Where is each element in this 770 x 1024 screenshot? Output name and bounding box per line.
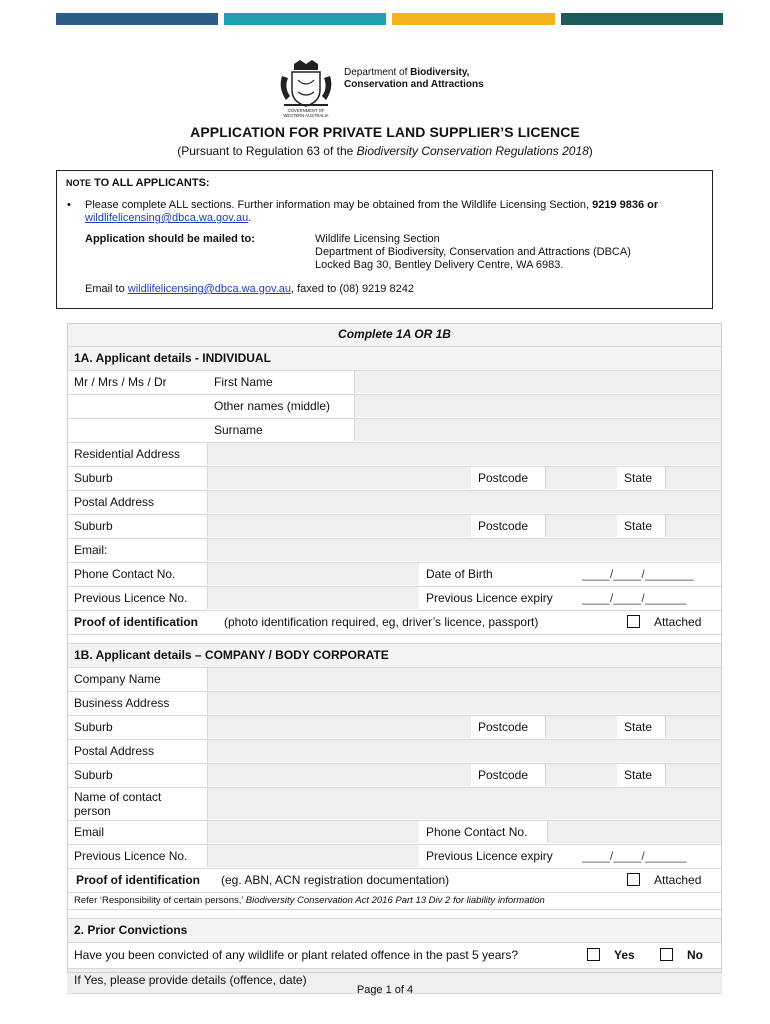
gov-line1: GOVERNMENT OF bbox=[287, 108, 325, 113]
prev-licence-input[interactable] bbox=[207, 587, 419, 609]
state-label: State bbox=[624, 471, 653, 485]
row-postal-suburb bbox=[67, 515, 722, 539]
row-phone-dob bbox=[67, 563, 722, 587]
prev-expiry-input[interactable]: ____/____/______ bbox=[582, 591, 687, 605]
prev-expiry-label: Previous Licence expiry bbox=[426, 591, 553, 605]
row-b-prev-licence bbox=[67, 845, 722, 869]
row-other-names bbox=[67, 395, 722, 419]
b-state-input[interactable] bbox=[665, 716, 722, 738]
postcode-label: Postcode bbox=[478, 519, 529, 533]
dob-label: Date of Birth bbox=[426, 567, 493, 581]
postal-address-label: Postal Address bbox=[74, 495, 155, 509]
row-postal bbox=[67, 491, 722, 515]
company-name-label: Company Name bbox=[74, 672, 161, 686]
no-checkbox[interactable] bbox=[660, 948, 673, 961]
row-b-postal-suburb bbox=[67, 764, 722, 788]
b-postal-postcode-input[interactable] bbox=[545, 764, 617, 786]
email-fax-line: Email to wildlifelicensing@dbca.wa.gov.au, faxed to (08) 9219 8242 bbox=[85, 283, 414, 295]
b-prev-licence-input[interactable] bbox=[207, 845, 419, 867]
phone-input[interactable] bbox=[207, 563, 419, 585]
business-address-input[interactable] bbox=[207, 692, 722, 714]
note-heading: NOTE TO ALL APPLICANTS: bbox=[66, 177, 210, 189]
surname-input[interactable] bbox=[354, 419, 722, 441]
header-bar-2 bbox=[224, 13, 386, 25]
section-1b-heading: 1B. Applicant details – COMPANY / BODY CORPORATE bbox=[67, 644, 722, 668]
state-label: State bbox=[624, 720, 653, 734]
postcode-label: Postcode bbox=[478, 720, 529, 734]
b-proof-attached-checkbox[interactable] bbox=[627, 873, 640, 886]
mail-address: Wildlife Licensing Section Department of Biodiversity, Conservation and Attractions (DBCA) Locked Bag 30, Bentley Delivery Centre, WA 6983. bbox=[315, 233, 631, 271]
postcode-label: Postcode bbox=[478, 768, 529, 782]
dob-input[interactable]: ____/____/_______ bbox=[582, 567, 694, 581]
dbca-logo bbox=[274, 58, 514, 118]
row-convictions bbox=[67, 943, 722, 969]
spacer bbox=[67, 910, 722, 919]
department-name: Department of Biodiversity, Conservation and Attractions bbox=[344, 67, 484, 90]
details-label: If Yes, please provide details (offence, date) bbox=[74, 973, 307, 987]
prev-licence-label: Previous Licence No. bbox=[74, 849, 188, 863]
postal-address-input[interactable] bbox=[207, 491, 722, 513]
convictions-question: Have you been convicted of any wildlife or plant related offence in the past 5 years? bbox=[74, 948, 519, 962]
business-address-label: Business Address bbox=[74, 696, 170, 710]
postal-address-label: Postal Address bbox=[74, 744, 155, 758]
liability-reference: Refer ‘Responsibility of certain persons,’ Biodiversity Conservation Act 2016 Part 13 Div 2 for liability information bbox=[74, 895, 545, 906]
row-company bbox=[67, 668, 722, 692]
row-email bbox=[67, 539, 722, 563]
state-input[interactable] bbox=[665, 467, 722, 489]
suburb-label: Suburb bbox=[74, 720, 113, 734]
phone-label: Phone Contact No. bbox=[74, 567, 176, 581]
row-prev-licence bbox=[67, 587, 722, 611]
email-link[interactable]: wildlifelicensing@dbca.wa.gov.au bbox=[127, 283, 292, 295]
proof-id-desc: (photo identification required, eg, driver’s licence, passport) bbox=[224, 615, 539, 629]
section-1a-heading: 1A. Applicant details - INDIVIDUAL bbox=[67, 347, 722, 371]
company-name-input[interactable] bbox=[207, 668, 722, 690]
row-first-name bbox=[67, 371, 722, 395]
title-options-label: Mr / Mrs / Ms / Dr bbox=[74, 375, 167, 389]
postcode-label: Postcode bbox=[478, 471, 529, 485]
mail-label: Application should be mailed to: bbox=[85, 233, 255, 245]
row-res-suburb bbox=[67, 467, 722, 491]
postcode-input[interactable] bbox=[545, 467, 617, 489]
row-refer bbox=[67, 893, 722, 910]
proof-attached-checkbox[interactable] bbox=[627, 615, 640, 628]
row-business-address bbox=[67, 692, 722, 716]
row-proof-id bbox=[67, 611, 722, 635]
suburb-label: Suburb bbox=[74, 471, 113, 485]
page-number: Page 1 of 4 bbox=[356, 984, 414, 996]
prev-licence-label: Previous Licence No. bbox=[74, 591, 188, 605]
phone-label: Phone Contact No. bbox=[426, 825, 528, 839]
b-phone-input[interactable] bbox=[547, 821, 722, 843]
yes-label: Yes bbox=[614, 948, 635, 962]
attached-label: Attached bbox=[654, 873, 702, 887]
application-form bbox=[67, 323, 722, 994]
row-b-proof-id bbox=[67, 869, 722, 893]
postal-suburb-input[interactable] bbox=[207, 515, 471, 537]
licensing-email-link[interactable]: wildlifelicensing@dbca.wa.gov.au bbox=[85, 212, 249, 224]
b-email-input[interactable] bbox=[207, 821, 419, 843]
attached-label: Attached bbox=[654, 615, 702, 629]
page-title: APPLICATION FOR PRIVATE LAND SUPPLIER’S LICENCE bbox=[190, 124, 580, 140]
page-subtitle: (Pursuant to Regulation 63 of the Biodiversity Conservation Regulations 2018) bbox=[177, 144, 593, 158]
header-bar-1 bbox=[56, 13, 218, 25]
proof-id-label: Proof of identification bbox=[74, 615, 198, 629]
bullet-icon: • bbox=[67, 199, 71, 211]
b-postcode-input[interactable] bbox=[545, 716, 617, 738]
residential-address-input[interactable] bbox=[207, 443, 722, 465]
first-name-label: First Name bbox=[214, 375, 273, 389]
suburb-label: Suburb bbox=[74, 519, 113, 533]
gov-line2: WESTERN AUSTRALIA bbox=[283, 113, 329, 118]
contact-person-input[interactable] bbox=[207, 788, 722, 819]
b-postal-suburb-input[interactable] bbox=[207, 764, 471, 786]
b-postal-state-input[interactable] bbox=[665, 764, 722, 786]
complete-header: Complete 1A OR 1B bbox=[67, 323, 722, 347]
postal-postcode-input[interactable] bbox=[545, 515, 617, 537]
note-text: Please complete ALL sections. Further information may be obtained from the Wildlife Licensing Section, 9219 9836 or wildlifelicensing@dbca.wa.gov.au. bbox=[85, 199, 659, 224]
row-contact-person bbox=[67, 788, 722, 821]
proof-id-desc: (eg. ABN, ACN registration documentation) bbox=[221, 873, 450, 887]
other-names-label: Other names (middle) bbox=[214, 399, 331, 413]
row-b-email-phone bbox=[67, 821, 722, 845]
other-names-input[interactable] bbox=[354, 395, 722, 417]
section-2-heading: 2. Prior Convictions bbox=[67, 919, 722, 943]
yes-checkbox[interactable] bbox=[587, 948, 600, 961]
b-suburb-input[interactable] bbox=[207, 716, 471, 738]
contact-person-label: Name of contact person bbox=[74, 790, 162, 818]
suburb-input[interactable] bbox=[207, 467, 471, 489]
header-bar-4 bbox=[561, 13, 723, 25]
spacer bbox=[67, 635, 722, 644]
prev-expiry-label: Previous Licence expiry bbox=[426, 849, 553, 863]
email-label: Email bbox=[74, 825, 105, 839]
header-bar-3 bbox=[392, 13, 555, 25]
state-label: State bbox=[624, 519, 653, 533]
b-prev-expiry-input[interactable]: ____/____/______ bbox=[582, 849, 687, 863]
wa-crest-icon bbox=[274, 58, 338, 118]
row-b-postal bbox=[67, 740, 722, 764]
proof-id-label: Proof of identification bbox=[76, 873, 200, 887]
no-label: No bbox=[687, 948, 703, 962]
note-box bbox=[56, 170, 713, 309]
state-label: State bbox=[624, 768, 653, 782]
email-label: Email: bbox=[74, 543, 108, 557]
row-residential bbox=[67, 443, 722, 467]
surname-label: Surname bbox=[214, 423, 263, 437]
suburb-label: Suburb bbox=[74, 768, 113, 782]
first-name-input[interactable] bbox=[354, 371, 722, 393]
row-b-suburb bbox=[67, 716, 722, 740]
row-surname bbox=[67, 419, 722, 443]
residential-address-label: Residential Address bbox=[74, 447, 181, 461]
b-postal-address-input[interactable] bbox=[207, 740, 722, 762]
postal-state-input[interactable] bbox=[665, 515, 722, 537]
email-input[interactable] bbox=[207, 539, 722, 561]
